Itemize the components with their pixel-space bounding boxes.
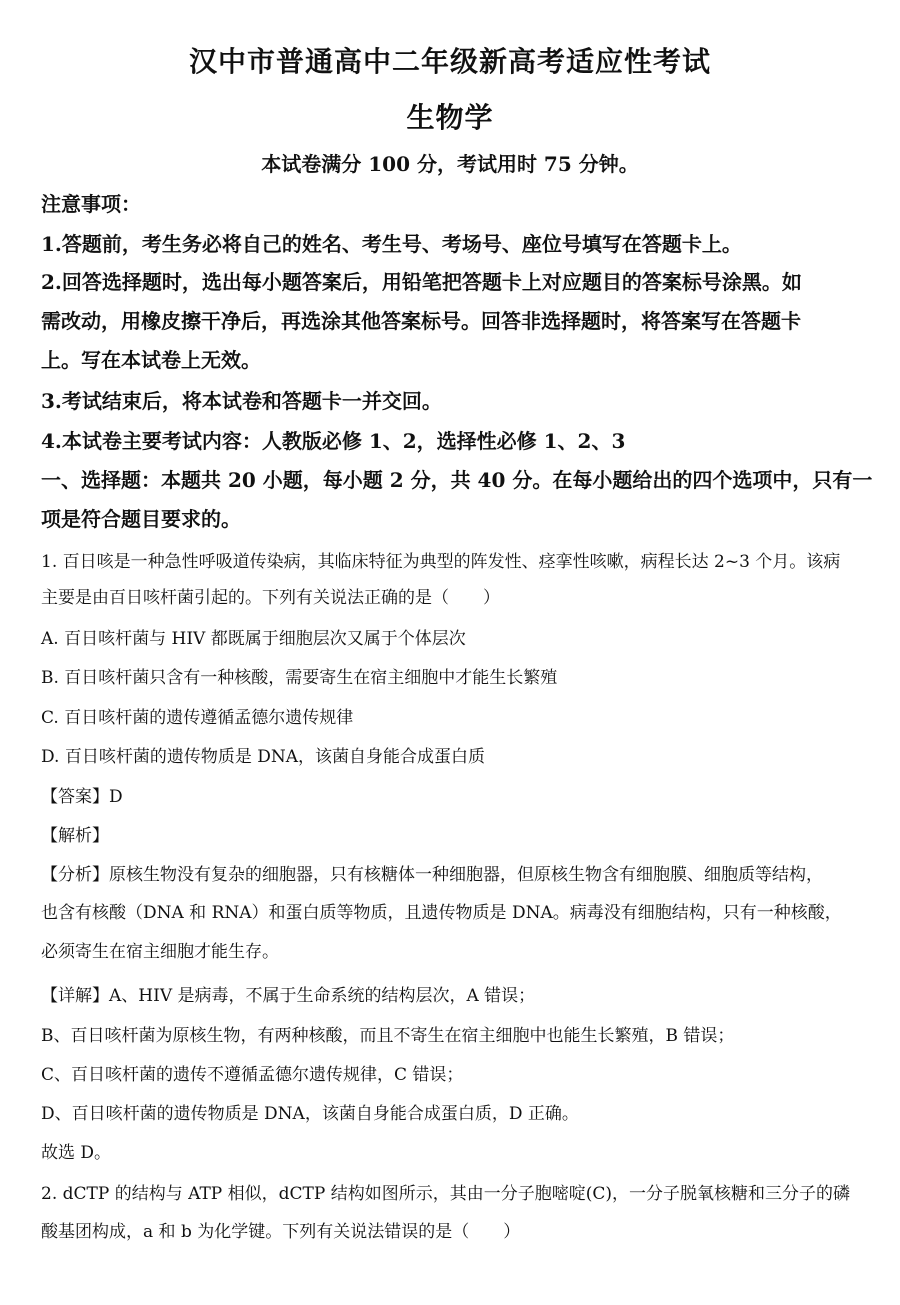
question-stem: 2. dCTP 的结构与 ATP 相似，dCTP 结构如图所示，其由一分子胞嘧啶(C)，一分子脱氧核糖和三分子的磷 [41, 1184, 850, 1204]
question-stem: 主要是由百日咳杆菌引起的。下列有关说法正确的是（ ） [41, 588, 500, 608]
analysis-line: 【分析】原核生物没有复杂的细胞器，只有核糖体一种细胞器，但原核生物含有细胞膜、细胞质等结构， [41, 865, 823, 885]
section-heading: 一、选择题：本题共 20 小题，每小题 2 分，共 40 分。在每小题给出的四个选项中，只有一 [41, 468, 873, 492]
notice-line: 需改动，用橡皮擦干净后，再选涂其他答案标号。回答非选择题时，将答案写在答题卡 [41, 309, 801, 333]
option-a: A. 百日咳杆菌与 HIV 都既属于细胞层次又属于个体层次 [41, 629, 466, 649]
question-stem: 酸基团构成，a 和 b 为化学键。下列有关说法错误的是（ ） [41, 1222, 521, 1242]
detail-line: 故选 D。 [41, 1143, 112, 1163]
analysis-label: 【解析】 [41, 826, 109, 846]
notice-line: 2.回答选择题时，选出每小题答案后，用铅笔把答题卡上对应题目的答案标号涂黑。如 [41, 270, 802, 294]
notice-line: 上。写在本试卷上无效。 [41, 348, 261, 372]
detail-line: 【详解】A、HIV 是病毒，不属于生命系统的结构层次，A 错误； [41, 986, 536, 1006]
detail-line: B、百日咳杆菌为原核生物，有两种核酸，而且不寄生在宿主细胞中也能生长繁殖，B 错误； [41, 1026, 735, 1046]
notice-line: 1.答题前，考生务必将自己的姓名、考生号、考场号、座位号填写在答题卡上。 [41, 232, 742, 256]
option-c: C. 百日咳杆菌的遗传遵循孟德尔遗传规律 [41, 708, 354, 728]
analysis-line: 必须寄生在宿主细胞才能生存。 [41, 942, 279, 962]
subject-title: 生物学 [406, 101, 494, 134]
exam-title: 汉中市普通高中二年级新高考适应性考试 [188, 45, 711, 78]
question-stem: 1. 百日咳是一种急性呼吸道传染病，其临床特征为典型的阵发性、痉挛性咳嗽，病程长达 2~3 个月。该病 [41, 552, 841, 572]
notice-heading: 注意事项： [41, 192, 141, 216]
option-d: D. 百日咳杆菌的遗传物质是 DNA，该菌自身能合成蛋白质 [41, 747, 486, 767]
answer: 【答案】D [41, 787, 123, 807]
detail-line: C、百日咳杆菌的遗传不遵循孟德尔遗传规律，C 错误； [41, 1065, 464, 1085]
detail-line: D、百日咳杆菌的遗传物质是 DNA，该菌自身能合成蛋白质，D 正确。 [41, 1104, 579, 1124]
notice-line: 3.考试结束后，将本试卷和答题卡一并交回。 [41, 389, 442, 413]
exam-info: 本试卷满分 100 分，考试用时 75 分钟。 [261, 152, 639, 176]
option-b: B. 百日咳杆菌只含有一种核酸，需要寄生在宿主细胞中才能生长繁殖 [41, 668, 558, 688]
notice-line: 4.本试卷主要考试内容：人教版必修 1、2，选择性必修 1、2、3 [41, 429, 626, 453]
analysis-line: 也含有核酸（DNA 和 RNA）和蛋白质等物质，且遗传物质是 DNA。病毒没有细胞结构，只有一种核酸， [41, 903, 842, 923]
section-heading: 项是符合题目要求的。 [41, 507, 241, 531]
